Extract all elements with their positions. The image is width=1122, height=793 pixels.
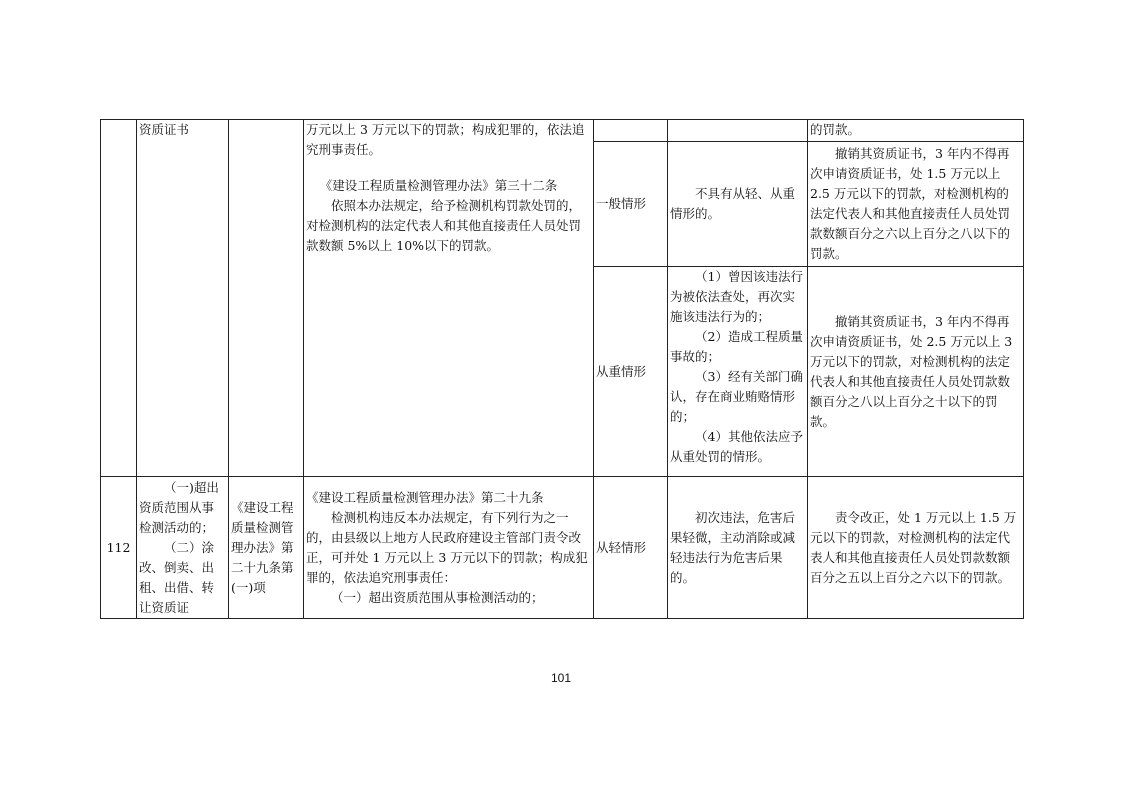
violation-text: （二）涂改、倒卖、出租、出借、转让资质证 — [139, 539, 215, 615]
condition-text: （2）造成工程质量事故的； — [670, 329, 803, 364]
condition-text: （4）其他依法应予从重处罚的情形。 — [670, 429, 803, 464]
legal-basis-text: （一）超出资质范围从事检测活动的； — [331, 589, 544, 605]
condition-text: （3）经有关部门确认，存在商业贿赂情形的； — [670, 369, 803, 424]
circumstance-cell — [594, 120, 668, 142]
paragraph-gap — [306, 160, 591, 176]
standard-text: 责令改正，处 1 万元以上 1.5 万元以下的罚款，对检测机构的法定代表人和其他直接责任人员处罚款数额百分之五以上百分之六以下的罚款。 — [810, 509, 1017, 585]
item-number-cell: 112 — [101, 477, 137, 619]
standard-cell — [808, 267, 1024, 477]
page-number: 101 — [550, 671, 572, 685]
condition-text: 初次违法，危害后果轻微，主动消除或减轻违法行为危害后果的。 — [670, 509, 796, 585]
legal-basis-text: 检测机构违反本办法规定，有下列行为之一的，由县级以上地方人民政府建设主管部门责令改正，可并处 1 万元以上 3 万元以下的罚款；构成犯罪的，依法追究刑事责任： — [306, 509, 588, 585]
violation-text: （一)超出资质范围从事检测活动的； — [139, 479, 219, 535]
condition-cell — [668, 267, 808, 477]
standard-cell: 的罚款。 — [808, 120, 1024, 142]
standard-text: 撤销其资质证书，3 年内不得再次申请资质证书，处 1.5 万元以上 2.5 万元以下的罚款，对检测机构的法定代表人和其他直接责任人员处罚款数额百分之六以上百分之八以下的罚款。 — [810, 146, 1011, 261]
violation-cell — [137, 477, 229, 619]
standard-cell — [808, 477, 1024, 619]
circumstance-cell: 从重情形 — [594, 267, 668, 477]
condition-cell — [668, 120, 808, 142]
circumstance-cell: 一般情形 — [594, 142, 668, 267]
table-row — [101, 477, 1024, 619]
legal-basis-text: 《建设工程质量检测管理办法》第二十九条 — [306, 489, 544, 505]
circumstance-cell: 从轻情形 — [594, 477, 668, 619]
item-number-cell — [101, 120, 137, 477]
legal-basis-short-cell: 《建设工程质量检测管理办法》第二十九条第(一)项 — [229, 477, 304, 619]
legal-basis-text: 《建设工程质量检测管理办法》第三十二条 — [319, 178, 558, 193]
condition-text: 不具有从轻、从重情形的。 — [670, 186, 796, 221]
legal-basis-cell — [304, 477, 594, 619]
legal-basis-text: 万元以上 3 万元以下的罚款；构成犯罪的，依法追究刑事责任。 — [306, 122, 585, 157]
legal-basis-text: 依照本办法规定，给予检测机构罚款处罚的，对检测机构的法定代表人和其他直接责任人员处罚款数额 5%以上 10%以下的罚款。 — [306, 198, 582, 253]
standard-text: 撤销其资质证书，3 年内不得再次申请资质证书，处 2.5 万元以上 3 万元以下的罚款，对检测机构的法定代表人和其他直接责任人员处罚款数额百分之八以上百分之十以下的罚款。 — [810, 313, 1013, 429]
condition-cell — [668, 477, 808, 619]
condition-text: （1）曾因该违法行为被依法查处，再次实施该违法行为的； — [670, 269, 803, 324]
standard-cell — [808, 142, 1024, 267]
legal-basis-short-cell — [229, 120, 304, 477]
violation-cell: 资质证书 — [137, 120, 229, 477]
condition-cell — [668, 142, 808, 267]
table-row — [101, 120, 1024, 142]
penalty-standards-table — [100, 119, 1024, 619]
legal-basis-cell — [304, 120, 594, 477]
